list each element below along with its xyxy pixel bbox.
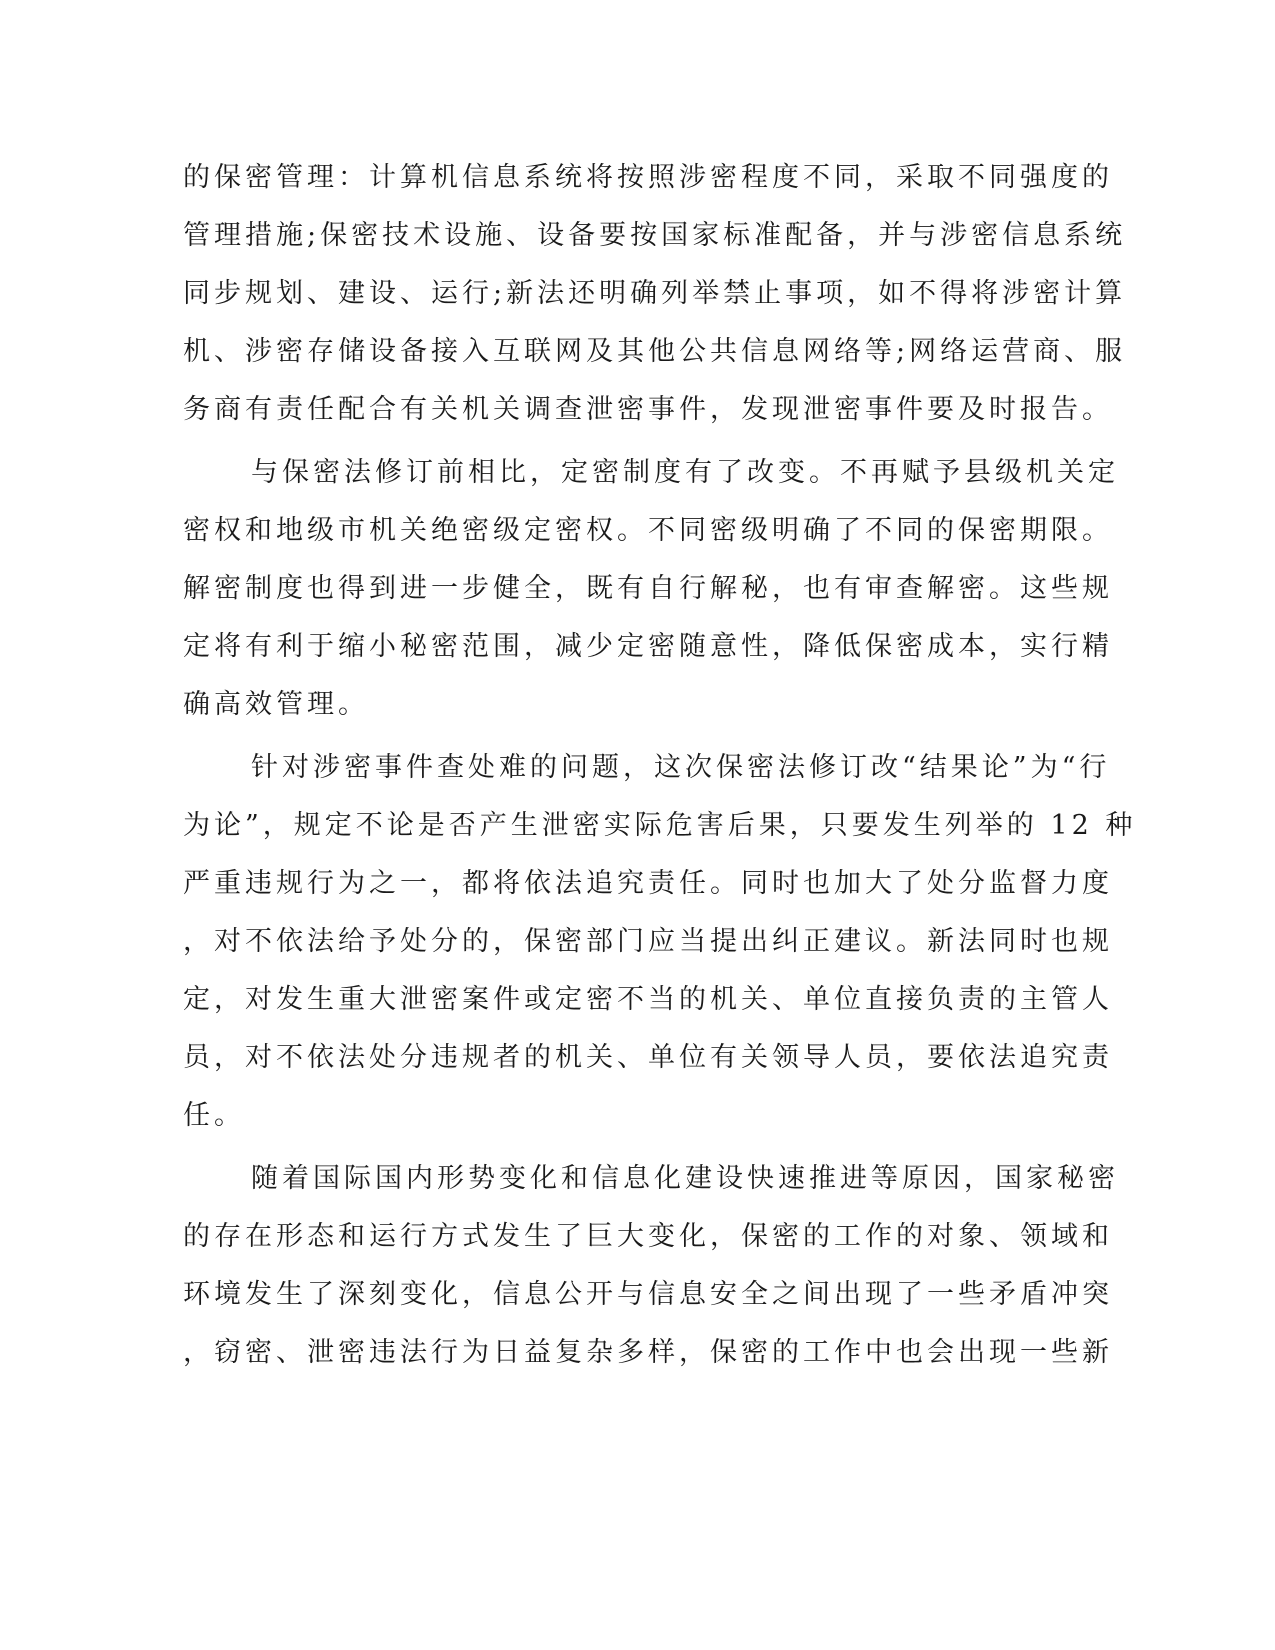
text-line: 严重违规行为之一，都将依法追究责任。同时也加大了处分监督力度 bbox=[183, 868, 1113, 899]
text-line: 机、涉密存储设备接入互联网及其他公共信息网络等;网络运营商、服 bbox=[183, 336, 1127, 367]
text-line: 定，对发生重大泄密案件或定密不当的机关、单位直接负责的主管人 bbox=[183, 984, 1113, 1015]
text-line: 员，对不依法处分违规者的机关、单位有关领导人员，要依法追究责 bbox=[183, 1042, 1113, 1073]
text-line: 为论”，规定不论是否产生泄密实际危害后果，只要发生列举的 12 种 bbox=[183, 810, 1137, 841]
text-line: 任。 bbox=[183, 1100, 245, 1131]
text-line: 定将有利于缩小秘密范围，减少定密随意性，降低保密成本，实行精 bbox=[183, 631, 1113, 662]
text-line: 环境发生了深刻变化，信息公开与信息安全之间出现了一些矛盾冲突 bbox=[183, 1279, 1113, 1310]
text-line: 务商有责任配合有关机关调查泄密事件，发现泄密事件要及时报告。 bbox=[183, 394, 1113, 425]
text-line: 的存在形态和运行方式发生了巨大变化，保密的工作的对象、领域和 bbox=[183, 1221, 1113, 1252]
text-line: 密权和地级市机关绝密级定密权。不同密级明确了不同的保密期限。 bbox=[183, 515, 1113, 546]
paragraph-first-line: 与保密法修订前相比，定密制度有了改变。不再赋予县级机关定 bbox=[251, 457, 1119, 488]
text-line: 确高效管理。 bbox=[183, 689, 369, 720]
text-line: 管理措施;保密技术设施、设备要按国家标准配备，并与涉密信息系统 bbox=[183, 220, 1127, 251]
text-line: ，窃密、泄密违法行为日益复杂多样，保密的工作中也会出现一些新 bbox=[183, 1337, 1113, 1368]
text-line: ，对不依法给予处分的，保密部门应当提出纠正建议。新法同时也规 bbox=[183, 926, 1113, 957]
paragraph-first-line: 针对涉密事件查处难的问题，这次保密法修订改“结果论”为“行 bbox=[251, 752, 1111, 783]
text-line: 同步规划、建设、运行;新法还明确列举禁止事项，如不得将涉密计算 bbox=[183, 278, 1127, 309]
paragraph-first-line: 随着国际国内形势变化和信息化建设快速推进等原因，国家秘密 bbox=[251, 1163, 1119, 1194]
text-line: 解密制度也得到进一步健全，既有自行解秘，也有审查解密。这些规 bbox=[183, 573, 1113, 604]
text-line: 的保密管理：计算机信息系统将按照涉密程度不同，采取不同强度的 bbox=[183, 162, 1113, 193]
